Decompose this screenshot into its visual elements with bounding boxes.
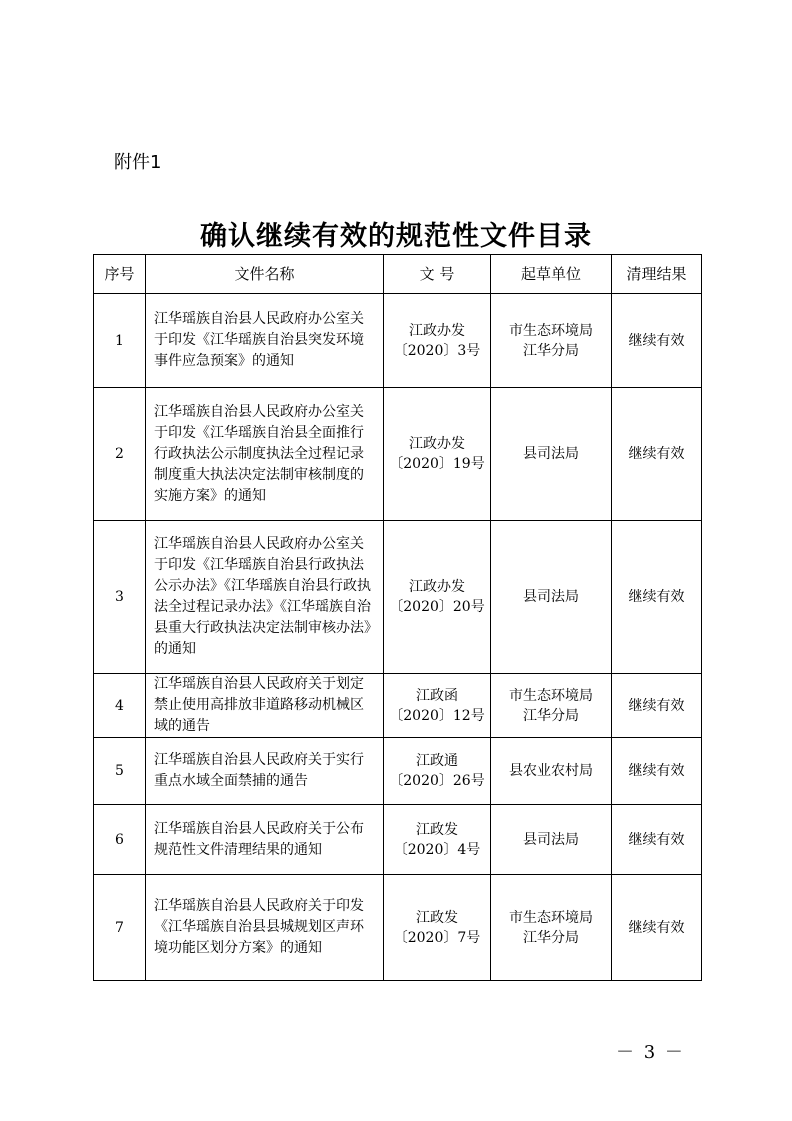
table-row [94,388,702,521]
attachment-label: 附件1 [114,152,162,173]
row-drafter: 县司法局 [491,521,612,674]
row-result: 继续有效 [612,521,702,674]
row-file-name: 江华瑶族自治县人民政府关于实行重点水域全面禁捕的通告 [146,738,384,805]
row-drafter: 市生态环境局 江华分局 [491,294,612,388]
table-row [94,674,702,738]
row-doc-no: 江政通 〔2020〕26号 [384,738,491,805]
table-row [94,805,702,875]
row-result: 继续有效 [612,674,702,738]
header-result: 清理结果 [612,255,702,294]
row-drafter: 县司法局 [491,805,612,875]
row-drafter: 县农业农村局 [491,738,612,805]
table-row [94,521,702,674]
row-doc-no: 江政办发 〔2020〕20号 [384,521,491,674]
table-header-row [94,255,702,294]
table-row [94,738,702,805]
header-name: 文件名称 [146,255,384,294]
row-file-name: 江华瑶族自治县人民政府办公室关于印发《江华瑶族自治县突发环境事件应急预案》的通知 [146,294,384,388]
page-number: － 3 － [616,1042,685,1063]
row-index: 4 [94,674,146,738]
row-index: 5 [94,738,146,805]
row-index: 7 [94,875,146,981]
row-result: 继续有效 [612,805,702,875]
document-title: 确认继续有效的规范性文件目录 [200,221,592,252]
row-file-name: 江华瑶族自治县人民政府办公室关于印发《江华瑶族自治县全面推行行政执法公示制度执法全过程记录制度重大执法决定法制审核制度的实施方案》的通知 [146,388,384,521]
row-drafter: 县司法局 [491,388,612,521]
row-index: 1 [94,294,146,388]
row-doc-no: 江政办发 〔2020〕3号 [384,294,491,388]
header-doc-no: 文 号 [384,255,491,294]
header-index: 序号 [94,255,146,294]
row-index: 2 [94,388,146,521]
row-index: 6 [94,805,146,875]
row-file-name: 江华瑶族自治县人民政府关于公布规范性文件清理结果的通知 [146,805,384,875]
row-drafter: 市生态环境局 江华分局 [491,875,612,981]
table-row [94,294,702,388]
row-file-name: 江华瑶族自治县人民政府关于划定禁止使用高排放非道路移动机械区域的通告 [146,674,384,738]
header-drafter: 起草单位 [491,255,612,294]
row-doc-no: 江政发 〔2020〕4号 [384,805,491,875]
file-catalog-table [93,254,702,981]
row-result: 继续有效 [612,738,702,805]
row-file-name: 江华瑶族自治县人民政府关于印发《江华瑶族自治县县城规划区声环境功能区划分方案》的通知 [146,875,384,981]
row-result: 继续有效 [612,294,702,388]
row-doc-no: 江政发 〔2020〕7号 [384,875,491,981]
row-result: 继续有效 [612,875,702,981]
row-file-name: 江华瑶族自治县人民政府办公室关于印发《江华瑶族自治县行政执法公示办法》《江华瑶族自治县行政执法全过程记录办法》《江华瑶族自治县重大行政执法决定法制审核办法》的通知 [146,521,384,674]
table-row [94,875,702,981]
row-index: 3 [94,521,146,674]
row-doc-no: 江政办发 〔2020〕19号 [384,388,491,521]
row-drafter: 市生态环境局 江华分局 [491,674,612,738]
row-result: 继续有效 [612,388,702,521]
row-doc-no: 江政函 〔2020〕12号 [384,674,491,738]
